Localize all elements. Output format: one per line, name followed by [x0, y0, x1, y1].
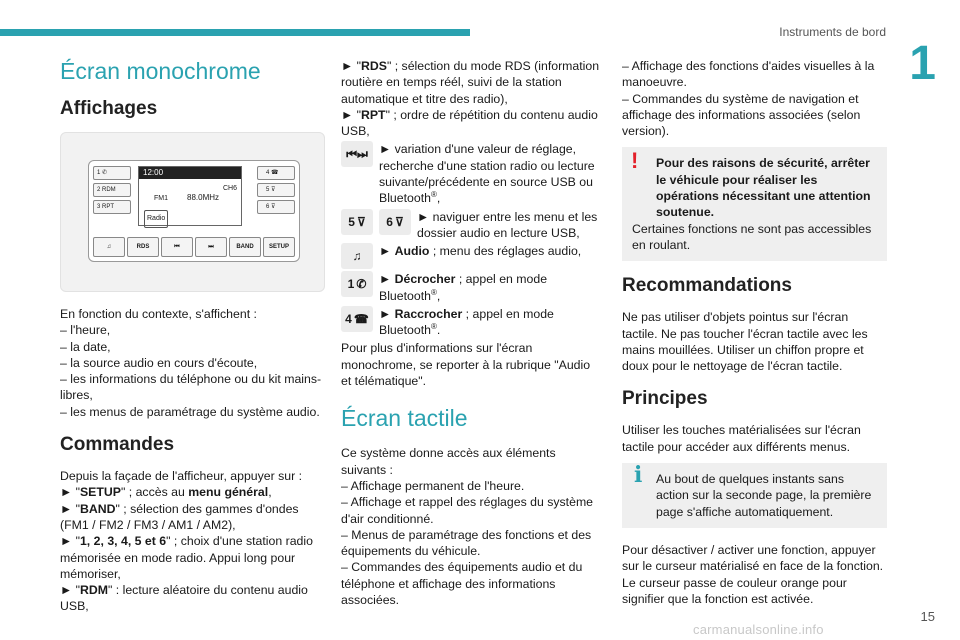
arrow-icon: ►: [379, 272, 392, 287]
info-icon: i: [634, 462, 643, 489]
list-item: – Commandes du système de navigation et affichage des informations associées (selon version).: [622, 91, 861, 139]
cmd-rpt: ► "RPT" ; ordre de répétition du contenu audio USB,: [341, 107, 598, 139]
warning-bold-text: Pour des raisons de sécurité, arrêter le véhicule pour réaliser les opérations nécessitant une attention soutenue.: [656, 156, 871, 220]
column-1: [60, 58, 325, 615]
cmd-setup: ► "SETUP" ; accès au menu général,: [60, 485, 272, 500]
tactile-intro: Ce système donne accès aux éléments suivants :: [341, 446, 556, 477]
list-item: – Affichage et rappel des réglages du système d'air conditionné.: [341, 495, 594, 526]
preset-5-button: 5 ⊽: [257, 183, 295, 197]
phone-hangup-icon: 4 ☎: [341, 306, 373, 332]
page-number: 15: [920, 609, 935, 624]
decrocher-text: ► Décrocher ; appel en mode Bluetooth®,: [379, 272, 548, 303]
setup-button: SETUP: [263, 237, 295, 257]
audio-text: ► Audio ; menu des réglages audio,: [379, 244, 582, 259]
cmd-rds: ► "RDS" ; sélection du mode RDS (information routière en temps réél, suivi de la station automatique et titre des radio),: [341, 59, 600, 106]
list-item: – Menus de paramétrage des fonctions et des équipements du véhicule.: [341, 527, 592, 559]
lcd-source: Radio: [144, 210, 168, 228]
preset-2-rdm-button: 2 RDM: [93, 183, 131, 197]
chapter-number: 1: [909, 37, 936, 90]
column-3: [622, 58, 887, 607]
list-item: – les menus de paramétrage du système audio.: [60, 404, 320, 419]
lcd-display: [138, 166, 242, 226]
down-arrow-icon: ⊽: [271, 187, 276, 193]
more-info-paragraph: Pour plus d'informations sur l'écran monochrome, se reporter à la rubrique "Audio et télématique".: [341, 341, 591, 389]
phone-hangup-icon: ☎: [271, 170, 279, 176]
arrow-icon: ►: [341, 107, 354, 122]
arrow-icon: ►: [60, 485, 73, 500]
arrow-icon: ►: [379, 306, 392, 321]
list-item: – la date,: [60, 339, 111, 354]
preset-6-button: 6 ⊽: [257, 200, 295, 214]
rds-button: RDS: [127, 237, 159, 257]
audio-button: ♫: [93, 237, 125, 257]
arrow-icon: ►: [379, 142, 392, 157]
seek-forward-button: ⏭: [195, 237, 227, 257]
list-item: – les informations du téléphone ou du kit mains-libres,: [60, 372, 322, 403]
arrow-icon: ►: [341, 59, 354, 73]
lcd-band: FM1: [154, 195, 168, 202]
title-ecran-monochrome: Écran monochrome: [60, 58, 261, 84]
arrow-icon: ►: [417, 209, 430, 224]
audio-row: [341, 243, 603, 269]
list-item: – la source audio en cours d'écoute,: [60, 355, 258, 370]
activer-paragraph: Pour désactiver / activer une fonction, appuyer sur le curseur matérialisé en face de la fonction. Le curseur passe de couleur orange pour signifier que la fonction est activée.: [622, 542, 884, 606]
info-box: [622, 463, 887, 528]
monochrome-screen-figure: [60, 132, 325, 292]
title-ecran-tactile: Écran tactile: [341, 405, 468, 432]
heading-commandes: Commandes: [60, 434, 175, 456]
preset-3-rpt-button: 3 RPT: [93, 200, 131, 214]
nav-text: ► naviguer entre les menu et les dossier audio en lecture USB,: [417, 209, 598, 240]
heading-affichages: Affichages: [60, 98, 158, 119]
nav-6-icon: 6 ⊽: [379, 209, 411, 235]
header-accent-bar: [0, 29, 470, 36]
commandes-intro: Depuis la façade de l'afficheur, appuyer sur :: [60, 469, 303, 484]
music-note-icon: ♫: [341, 243, 373, 269]
phone-pickup-icon: 1 ✆: [341, 271, 373, 297]
seek-buttons-icon: ⏮⏭: [341, 141, 373, 167]
context-paragraph: En fonction du contexte, s'affichent :: [60, 307, 257, 321]
lcd-channel: CH6: [222, 185, 237, 192]
list-item: – Commandes des équipements audio et du téléphone et affichage des informations associées.: [341, 560, 583, 608]
arrow-icon: ►: [60, 501, 73, 516]
arrow-icon: ►: [379, 244, 392, 259]
arrow-icon: ►: [60, 583, 73, 598]
cmd-presets: ► "1, 2, 3, 4, 5 et 6" ; choix d'une station radio mémorisée en mode radio. Appui long pour mémoriser,: [60, 534, 313, 581]
phone-pickup-icon: ✆: [102, 170, 108, 176]
section-title: Instruments de bord: [779, 25, 886, 39]
lcd-time: 12:00: [139, 167, 241, 179]
watermark: carmanualsonline.info: [693, 622, 824, 637]
list-item: – Affichage des fonctions d'aides visuelles à la manoeuvre.: [622, 59, 875, 90]
arrow-icon: ►: [60, 534, 73, 549]
seek-back-button: ⏮: [161, 237, 193, 257]
bottom-button-bar: [93, 237, 295, 257]
heading-recommandations: Recommandations: [622, 275, 792, 297]
lcd-frequency: 88.0MHz: [187, 193, 220, 202]
principes-paragraph: Utiliser les touches matérialisées sur l'écran tactile pour accéder aux différents menus.: [622, 423, 861, 454]
warning-icon: !: [631, 148, 639, 174]
warning-text: Certaines fonctions ne sont pas accessibles en roulant.: [632, 221, 872, 252]
pickup-row: [341, 271, 603, 304]
raccrocher-text: ► Raccrocher ; appel en mode Bluetooth®.: [379, 306, 554, 338]
info-text: Au bout de quelques instants sans action sur la seconde page, la première page s'affiche automatiquement.: [656, 472, 872, 519]
radio-panel: [88, 160, 300, 262]
seek-text: ► variation d'une valeur de réglage, recherche d'une station radio ou lecture suivante/précédente en source USB ou Bluetooth®,: [379, 142, 595, 206]
folder-icon: ⊽: [271, 204, 276, 210]
preset-4-button: 4 ☎: [257, 166, 295, 180]
nav-5-icon: 5 ⊽: [341, 209, 373, 235]
safety-warning-box: [622, 147, 887, 261]
recommandations-paragraph: Ne pas utiliser d'objets pointus sur l'écran tactile. Ne pas toucher l'écran tactile avec les mains mouillées. Utiliser un chiffon propre et doux pour le nettoyage de l'écran tactile.: [622, 310, 868, 374]
heading-principes: Principes: [622, 388, 708, 410]
cmd-band: ► "BAND" ; sélection des gammes d'ondes (FM1 / FM2 / FM3 / AM1 / AM2),: [60, 501, 299, 532]
cmd-rdm: ► "RDM" : lecture aléatoire du contenu audio USB,: [60, 583, 308, 614]
seek-row: [341, 141, 603, 206]
band-button: BAND: [229, 237, 261, 257]
nav-row: [341, 209, 603, 242]
preset-1-button: 1 ✆: [93, 166, 131, 180]
hangup-row: [341, 306, 603, 339]
list-item: – l'heure,: [60, 323, 111, 338]
list-item: – Affichage permanent de l'heure.: [341, 478, 525, 493]
column-2: [341, 58, 603, 608]
